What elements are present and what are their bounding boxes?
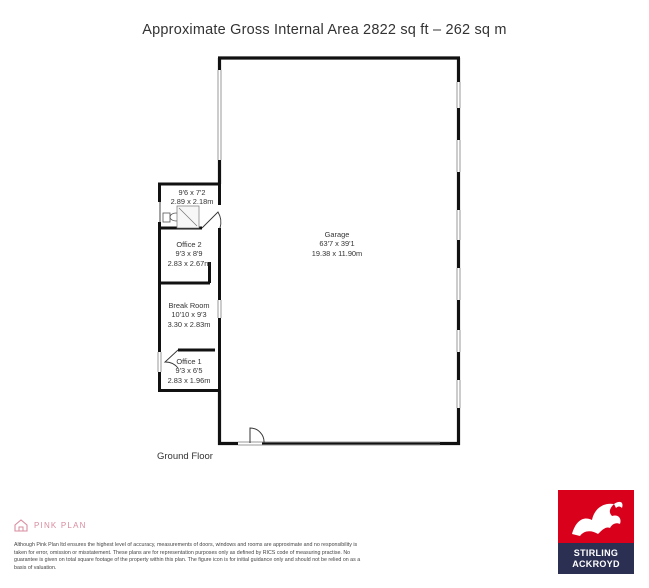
room-name: Office 2: [176, 240, 202, 249]
disclaimer-text: Although Pink Plan ltd ensures the highest level of accuracy, measurements of doors, windows and rooms are approximate and no responsibility is taken for error, omission or misstatement. These plans are for representation purposes only as defined by RICS code of measuring practise. No guarantee is given on total square footage of the property within this plan. The figure icon is for initial guidance only and should not be relied on as a basis of valuation.: [14, 542, 361, 571]
garage-door: [250, 428, 264, 443]
brand-bar: [558, 543, 634, 574]
room-label-office-2: [163, 240, 215, 268]
room-name: Break Room: [168, 301, 210, 310]
griffin-icon: [558, 490, 634, 543]
room-name: Office 1: [176, 357, 202, 366]
room-label-wc: [163, 188, 221, 207]
brand-line-1: STIRLING: [573, 548, 619, 558]
stirling-ackroyd-logo: [558, 490, 634, 574]
room-metric: 2.89 x 2.18m: [170, 197, 214, 207]
room-imperial: 9'3 x 8'9: [175, 249, 203, 259]
room-imperial: 9'3 x 6'5: [175, 366, 203, 376]
room-metric: 2.83 x 2.67m: [167, 258, 211, 268]
room-label-office-1: [163, 357, 215, 385]
room-metric: 19.38 x 11.90m: [311, 248, 363, 258]
room-imperial: 10'10 x 9'3: [171, 310, 207, 320]
room-metric: 3.30 x 2.83m: [167, 319, 211, 329]
room-name: Garage: [324, 230, 350, 239]
room-imperial: 63'7 x 39'1: [319, 239, 355, 249]
room-label-garage: [297, 230, 377, 258]
room-imperial: 9'6 x 7'2: [178, 188, 206, 197]
room-metric: 2.83 x 1.96m: [167, 375, 211, 385]
area-title: Approximate Gross Internal Area 2822 sq ft – 262 sq m: [142, 22, 507, 38]
brand-line-2: ACKROYD: [572, 559, 620, 569]
pink-plan-logo: [14, 519, 87, 532]
room-label-break-room: [160, 301, 218, 329]
house-icon: [14, 519, 28, 532]
wc-hatch: [177, 206, 199, 228]
pink-plan-name: PINK PLAN: [34, 521, 87, 530]
floor-label: Ground Floor: [157, 451, 213, 462]
